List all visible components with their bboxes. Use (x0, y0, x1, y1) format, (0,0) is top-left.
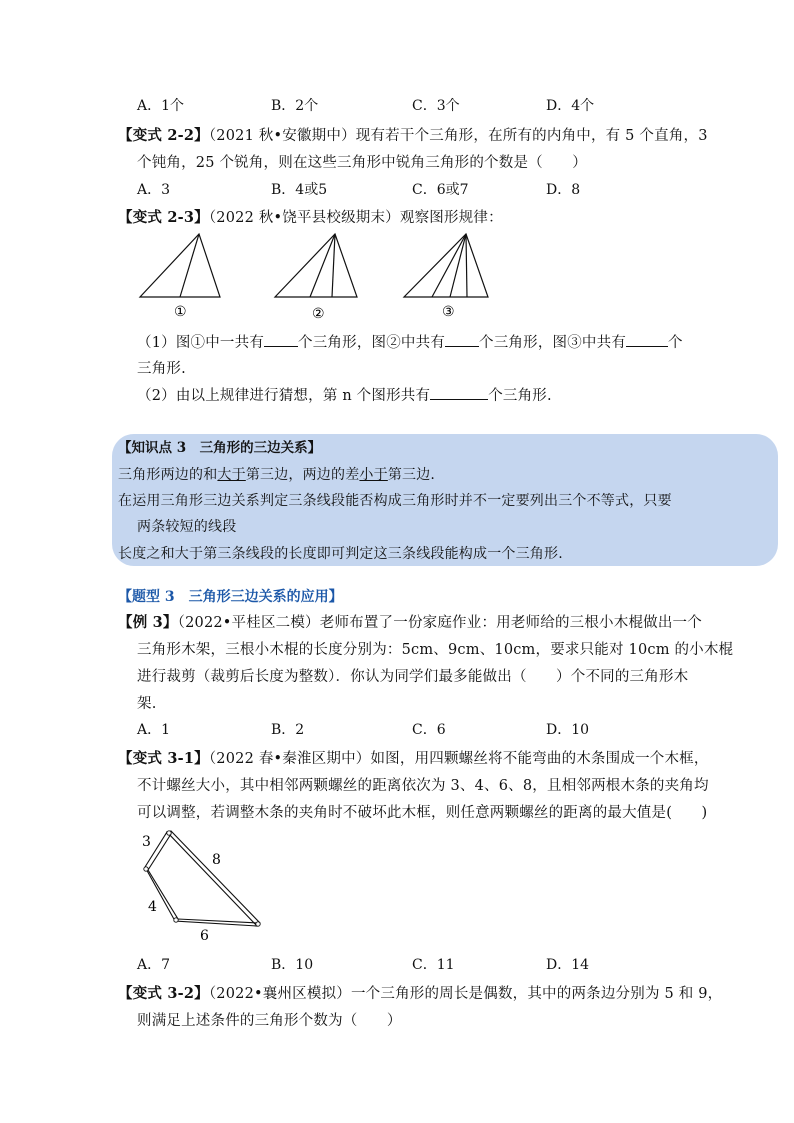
option-d: D．8 (546, 182, 581, 198)
variant-2-3-line1 (118, 206, 503, 227)
figure-2 (275, 234, 357, 297)
example-3-line1 (118, 611, 702, 632)
example-3-line2: 三角形木架，三根小木棍的长度分别为：5cm、9cm、10cm，要求只能对 10cm 的小木棍 (137, 642, 734, 658)
kp-text: 第三边，两边的差 (245, 467, 360, 483)
kp-underlined: 小于 (359, 467, 388, 483)
variant-2-2-line2: 个钝角，25 个锐角，则在这些三角形中锐角三角形的个数是（ ） (137, 155, 587, 171)
blank-3 (626, 333, 668, 347)
blank-2 (445, 333, 479, 347)
option-c: C．6 (412, 722, 446, 738)
q1-part-c: 个三角形，图③中共有 (479, 335, 627, 351)
option-b: B．10 (271, 957, 314, 973)
option-c: C．11 (412, 957, 455, 973)
variant-3-1-tag: 【变式 3-1】 (118, 750, 209, 767)
kp-underlined: 大于 (217, 467, 246, 483)
variant-3-2-text1: （2022•襄州区模拟）一个三角形的周长是偶数，其中的两条边分别为 5 和 9， (208, 986, 723, 1002)
side-label-8: 8 (212, 852, 221, 868)
knowledge-point-line1 (118, 464, 435, 484)
wooden-frame-figure (130, 825, 280, 950)
variant-3-1-text1: （2022 春•秦淮区期中）如图，用四颗螺丝将不能弯曲的木条围成一个木框， (208, 751, 709, 767)
knowledge-point-line4: 长度之和大于第三条线段的长度即可判定这三条线段能构成一个三角形. (118, 546, 563, 562)
variant-2-2-text1: （2021 秋•安徽期中）现有若干个三角形，在所有的内角中，有 5 个直角，3 (208, 128, 708, 144)
variant-3-2-line1 (118, 982, 722, 1003)
q2-part-b: 个三角形. (488, 388, 552, 404)
variant-3-2-tag: 【变式 3-2】 (118, 985, 209, 1002)
figure-3 (404, 234, 488, 297)
option-a: A．1个 (137, 98, 185, 114)
kp-text: 三角形两边的和 (118, 467, 218, 483)
option-b: B．2个 (271, 98, 319, 114)
q1-part-b: 个三角形，图②中共有 (298, 335, 446, 351)
variant-2-3-question-2 (137, 384, 552, 405)
option-a: A．3 (137, 182, 171, 198)
figure-3-label: ③ (442, 304, 455, 320)
side-label-6: 6 (200, 928, 209, 944)
variant-3-2-line2: 则满足上述条件的三角形个数为（ ） (137, 1013, 402, 1029)
figure-1-label: ① (174, 304, 187, 320)
question-type-title: 【题型 3 三角形三边关系的应用】 (118, 589, 343, 605)
option-a: A．7 (137, 957, 171, 973)
blank-1 (264, 333, 298, 347)
variant-2-2-line1 (118, 124, 708, 145)
option-a: A．1 (137, 722, 171, 738)
variant-2-2-tag: 【变式 2-2】 (118, 127, 209, 144)
q2-part-a: （2）由以上规律进行猜想，第 n 个图形共有 (137, 388, 431, 404)
option-d: D．14 (546, 957, 590, 973)
option-d: D．4个 (546, 98, 595, 114)
q1-continuation: 三角形. (137, 361, 186, 377)
option-d: D．10 (546, 722, 590, 738)
q1-part-d: 个 (668, 335, 683, 351)
figure-1 (140, 234, 220, 297)
q1-part-a: （1）图①中一共有 (137, 335, 265, 351)
variant-3-1-line2: 不计螺丝大小，其中相邻两颗螺丝的距离依次为 3、4、6、8，且相邻两根木条的夹角均 (137, 778, 709, 794)
variant-2-3-text1: （2022 秋•饶平县校级期末）观察图形规律： (208, 210, 503, 226)
variant-3-1-line3: 可以调整，若调整木条的夹角时不破坏此木框，则任意两颗螺丝的距离的最大值是( ) (137, 805, 708, 821)
variant-3-1-line1 (118, 747, 709, 768)
triangle-pattern-figure (130, 228, 510, 323)
side-label-4: 4 (148, 899, 157, 915)
kp-text: 第三边. (387, 467, 436, 483)
example-3-line3: 进行裁剪（裁剪后长度为整数）．你认为同学们最多能做出（ ）个不同的三角形木 (137, 669, 689, 685)
variant-2-3-tag: 【变式 2-3】 (118, 209, 209, 226)
option-b: B．4或5 (271, 182, 328, 198)
side-label-3: 3 (142, 834, 151, 850)
example-3-line4: 架. (137, 696, 157, 712)
option-c: C．3个 (412, 98, 460, 114)
frame-sticks (145, 831, 260, 926)
figure-2-label: ② (312, 306, 325, 322)
knowledge-point-line2: 在运用三角形三边关系判定三条线段能否构成三角形时并不一定要列出三个不等式，只要 (118, 493, 672, 509)
blank-4 (430, 386, 488, 400)
knowledge-point-title: 【知识点 3 三角形的三边关系】 (118, 440, 322, 456)
knowledge-point-line3: 两条较短的线段 (137, 519, 237, 535)
option-b: B．2 (271, 722, 305, 738)
example-3-text1: （2022•平桂区二模）老师布置了一份家庭作业：用老师给的三根小木棍做出一个 (177, 615, 702, 631)
example-3-tag: 【例 3】 (118, 614, 178, 631)
option-c: C．6或7 (412, 182, 469, 198)
variant-2-3-question-1 (137, 331, 683, 352)
